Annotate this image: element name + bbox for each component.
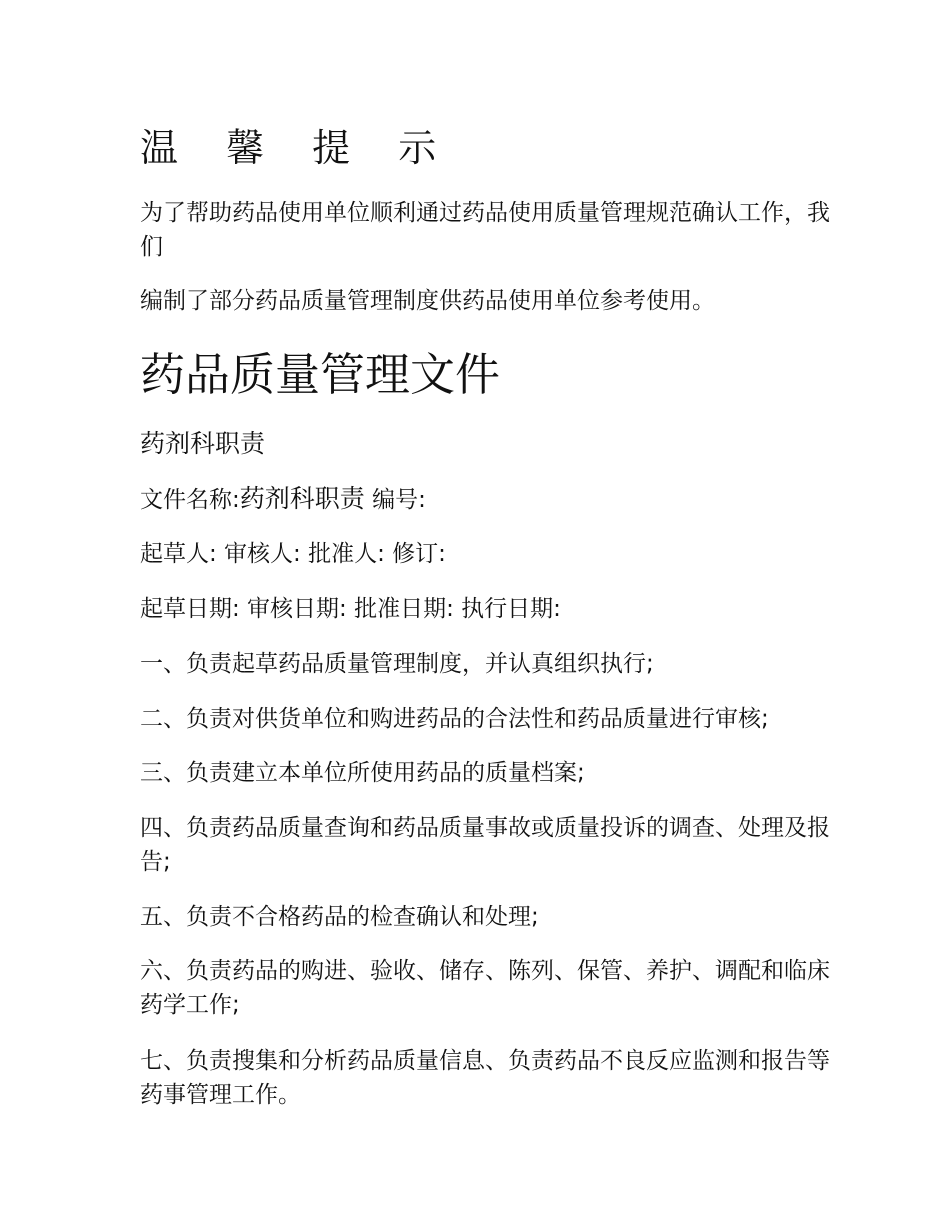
dates-line: 起草日期: 审核日期: 批准日期: 执行日期: (140, 596, 561, 622)
duty-item-4: 四、负责药品质量查询和药品质量事故或质量投诉的调查、处理及报告; (140, 815, 830, 875)
notice-paragraph-2: 编制了部分药品质量管理制度供药品使用单位参考使用。 (140, 288, 715, 314)
notice-paragraph-1: 为了帮助药品使用单位顺利通过药品使用质量管理规范确认工作，我们 (140, 200, 830, 260)
file-name-line (140, 482, 830, 517)
file-name-label: 文件名称: (140, 487, 240, 513)
file-name-value: 药剂科职责 (239, 484, 365, 513)
people-line: 起草人: 审核人: 批准人: 修订: (140, 541, 446, 567)
duty-item-2: 二、负责对供货单位和购进药品的合法性和药品质量进行审核; (140, 706, 769, 732)
section-title: 药剂科职责 (140, 429, 266, 458)
file-number-label: 编号: (372, 487, 426, 513)
document-title: 药品质量管理文件 (140, 348, 501, 401)
duty-item-5: 五、负责不合格药品的检查确认和处理; (140, 904, 539, 930)
duty-item-7: 七、负责搜集和分析药品质量信息、负责药品不良反应监测和报告等药事管理工作。 (140, 1048, 830, 1108)
notice-title: 温 馨 提 示 (140, 126, 455, 170)
duty-item-1: 一、负责起草药品质量管理制度，并认真组织执行; (140, 651, 654, 677)
duty-item-3: 三、负责建立本单位所使用药品的质量档案; (140, 760, 585, 786)
duty-item-6: 六、负责药品的购进、验收、储存、陈列、保管、养护、调配和临床药学工作; (140, 958, 830, 1018)
